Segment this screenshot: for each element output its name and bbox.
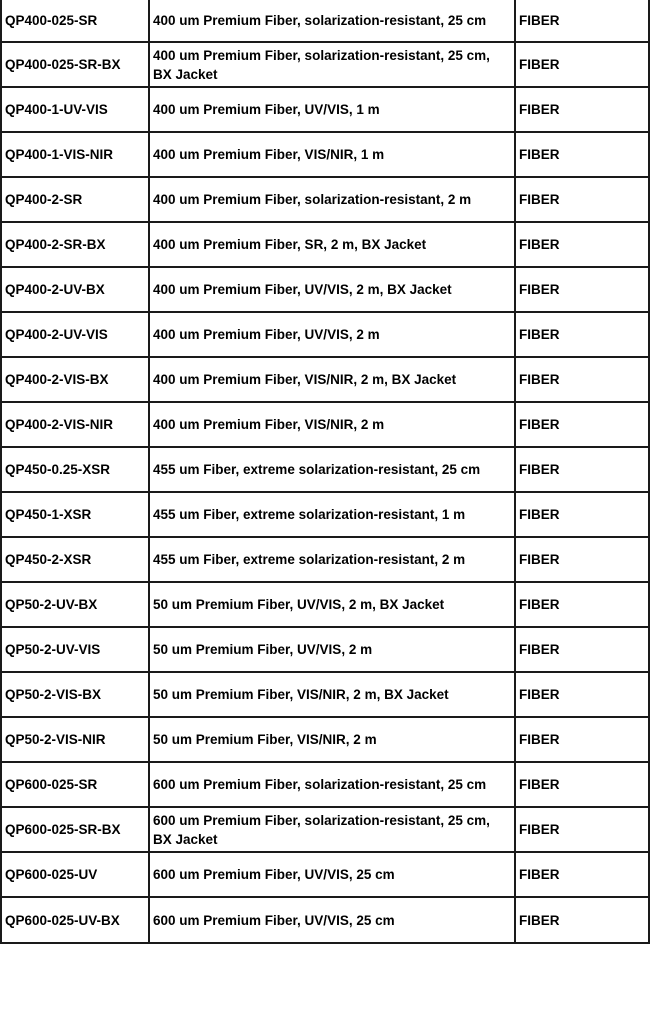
product-type-cell: FIBER bbox=[515, 447, 649, 492]
description-cell: 400 um Premium Fiber, SR, 2 m, BX Jacket bbox=[149, 222, 515, 267]
table-row bbox=[1, 807, 649, 852]
description-cell: 400 um Premium Fiber, VIS/NIR, 2 m bbox=[149, 402, 515, 447]
product-type-cell: FIBER bbox=[515, 87, 649, 132]
part-number-cell: QP400-2-VIS-NIR bbox=[1, 402, 149, 447]
description-cell: 600 um Premium Fiber, UV/VIS, 25 cm bbox=[149, 852, 515, 897]
part-number-cell: QP400-1-UV-VIS bbox=[1, 87, 149, 132]
table-row bbox=[1, 177, 649, 222]
product-type-cell: FIBER bbox=[515, 222, 649, 267]
product-type-cell: FIBER bbox=[515, 537, 649, 582]
table-row bbox=[1, 357, 649, 402]
table-row bbox=[1, 0, 649, 42]
table-row bbox=[1, 672, 649, 717]
table-row bbox=[1, 222, 649, 267]
part-number-cell: QP600-025-UV bbox=[1, 852, 149, 897]
product-type-cell: FIBER bbox=[515, 132, 649, 177]
part-number-cell: QP600-025-SR bbox=[1, 762, 149, 807]
product-type-cell: FIBER bbox=[515, 762, 649, 807]
product-type-cell: FIBER bbox=[515, 717, 649, 762]
table-row bbox=[1, 537, 649, 582]
part-number-cell: QP600-025-SR-BX bbox=[1, 807, 149, 852]
description-cell: 400 um Premium Fiber, UV/VIS, 1 m bbox=[149, 87, 515, 132]
product-type-cell: FIBER bbox=[515, 177, 649, 222]
product-type-cell: FIBER bbox=[515, 357, 649, 402]
product-type-cell: FIBER bbox=[515, 402, 649, 447]
product-type-cell: FIBER bbox=[515, 627, 649, 672]
table-row bbox=[1, 402, 649, 447]
description-cell: 50 um Premium Fiber, UV/VIS, 2 m bbox=[149, 627, 515, 672]
part-number-cell: QP400-2-VIS-BX bbox=[1, 357, 149, 402]
part-number-cell: QP450-1-XSR bbox=[1, 492, 149, 537]
description-cell: 400 um Premium Fiber, solarization-resistant, 25 cm, BX Jacket bbox=[149, 42, 515, 87]
table-row bbox=[1, 897, 649, 943]
part-number-cell: QP450-0.25-XSR bbox=[1, 447, 149, 492]
table-row bbox=[1, 42, 649, 87]
product-type-cell: FIBER bbox=[515, 582, 649, 627]
part-number-cell: QP400-1-VIS-NIR bbox=[1, 132, 149, 177]
table-row bbox=[1, 87, 649, 132]
product-type-cell: FIBER bbox=[515, 897, 649, 943]
table-row bbox=[1, 267, 649, 312]
product-type-cell: FIBER bbox=[515, 807, 649, 852]
product-table-body bbox=[1, 0, 649, 943]
product-type-cell: FIBER bbox=[515, 312, 649, 357]
product-type-cell: FIBER bbox=[515, 672, 649, 717]
table-row bbox=[1, 492, 649, 537]
table-row bbox=[1, 132, 649, 177]
part-number-cell: QP600-025-UV-BX bbox=[1, 897, 149, 943]
part-number-cell: QP50-2-VIS-NIR bbox=[1, 717, 149, 762]
description-cell: 50 um Premium Fiber, UV/VIS, 2 m, BX Jacket bbox=[149, 582, 515, 627]
product-type-cell: FIBER bbox=[515, 267, 649, 312]
description-cell: 400 um Premium Fiber, solarization-resistant, 2 m bbox=[149, 177, 515, 222]
table-row bbox=[1, 447, 649, 492]
description-cell: 600 um Premium Fiber, solarization-resistant, 25 cm bbox=[149, 762, 515, 807]
part-number-cell: QP450-2-XSR bbox=[1, 537, 149, 582]
part-number-cell: QP50-2-UV-VIS bbox=[1, 627, 149, 672]
table-row bbox=[1, 852, 649, 897]
product-type-cell: FIBER bbox=[515, 42, 649, 87]
description-cell: 600 um Premium Fiber, solarization-resistant, 25 cm, BX Jacket bbox=[149, 807, 515, 852]
part-number-cell: QP400-2-SR-BX bbox=[1, 222, 149, 267]
part-number-cell: QP400-2-SR bbox=[1, 177, 149, 222]
description-cell: 50 um Premium Fiber, VIS/NIR, 2 m, BX Jacket bbox=[149, 672, 515, 717]
product-type-cell: FIBER bbox=[515, 852, 649, 897]
description-cell: 400 um Premium Fiber, UV/VIS, 2 m bbox=[149, 312, 515, 357]
part-number-cell: QP400-025-SR-BX bbox=[1, 42, 149, 87]
part-number-cell: QP50-2-UV-BX bbox=[1, 582, 149, 627]
table-row bbox=[1, 762, 649, 807]
description-cell: 400 um Premium Fiber, solarization-resistant, 25 cm bbox=[149, 0, 515, 42]
part-number-cell: QP50-2-VIS-BX bbox=[1, 672, 149, 717]
part-number-cell: QP400-2-UV-VIS bbox=[1, 312, 149, 357]
description-cell: 455 um Fiber, extreme solarization-resistant, 2 m bbox=[149, 537, 515, 582]
part-number-cell: QP400-025-SR bbox=[1, 0, 149, 42]
description-cell: 455 um Fiber, extreme solarization-resistant, 1 m bbox=[149, 492, 515, 537]
description-cell: 600 um Premium Fiber, UV/VIS, 25 cm bbox=[149, 897, 515, 943]
product-type-cell: FIBER bbox=[515, 0, 649, 42]
description-cell: 455 um Fiber, extreme solarization-resistant, 25 cm bbox=[149, 447, 515, 492]
description-cell: 400 um Premium Fiber, VIS/NIR, 1 m bbox=[149, 132, 515, 177]
product-type-cell: FIBER bbox=[515, 492, 649, 537]
description-cell: 400 um Premium Fiber, UV/VIS, 2 m, BX Jacket bbox=[149, 267, 515, 312]
description-cell: 400 um Premium Fiber, VIS/NIR, 2 m, BX Jacket bbox=[149, 357, 515, 402]
table-row bbox=[1, 582, 649, 627]
table-row bbox=[1, 627, 649, 672]
table-row bbox=[1, 717, 649, 762]
description-cell: 50 um Premium Fiber, VIS/NIR, 2 m bbox=[149, 717, 515, 762]
table-row bbox=[1, 312, 649, 357]
part-number-cell: QP400-2-UV-BX bbox=[1, 267, 149, 312]
